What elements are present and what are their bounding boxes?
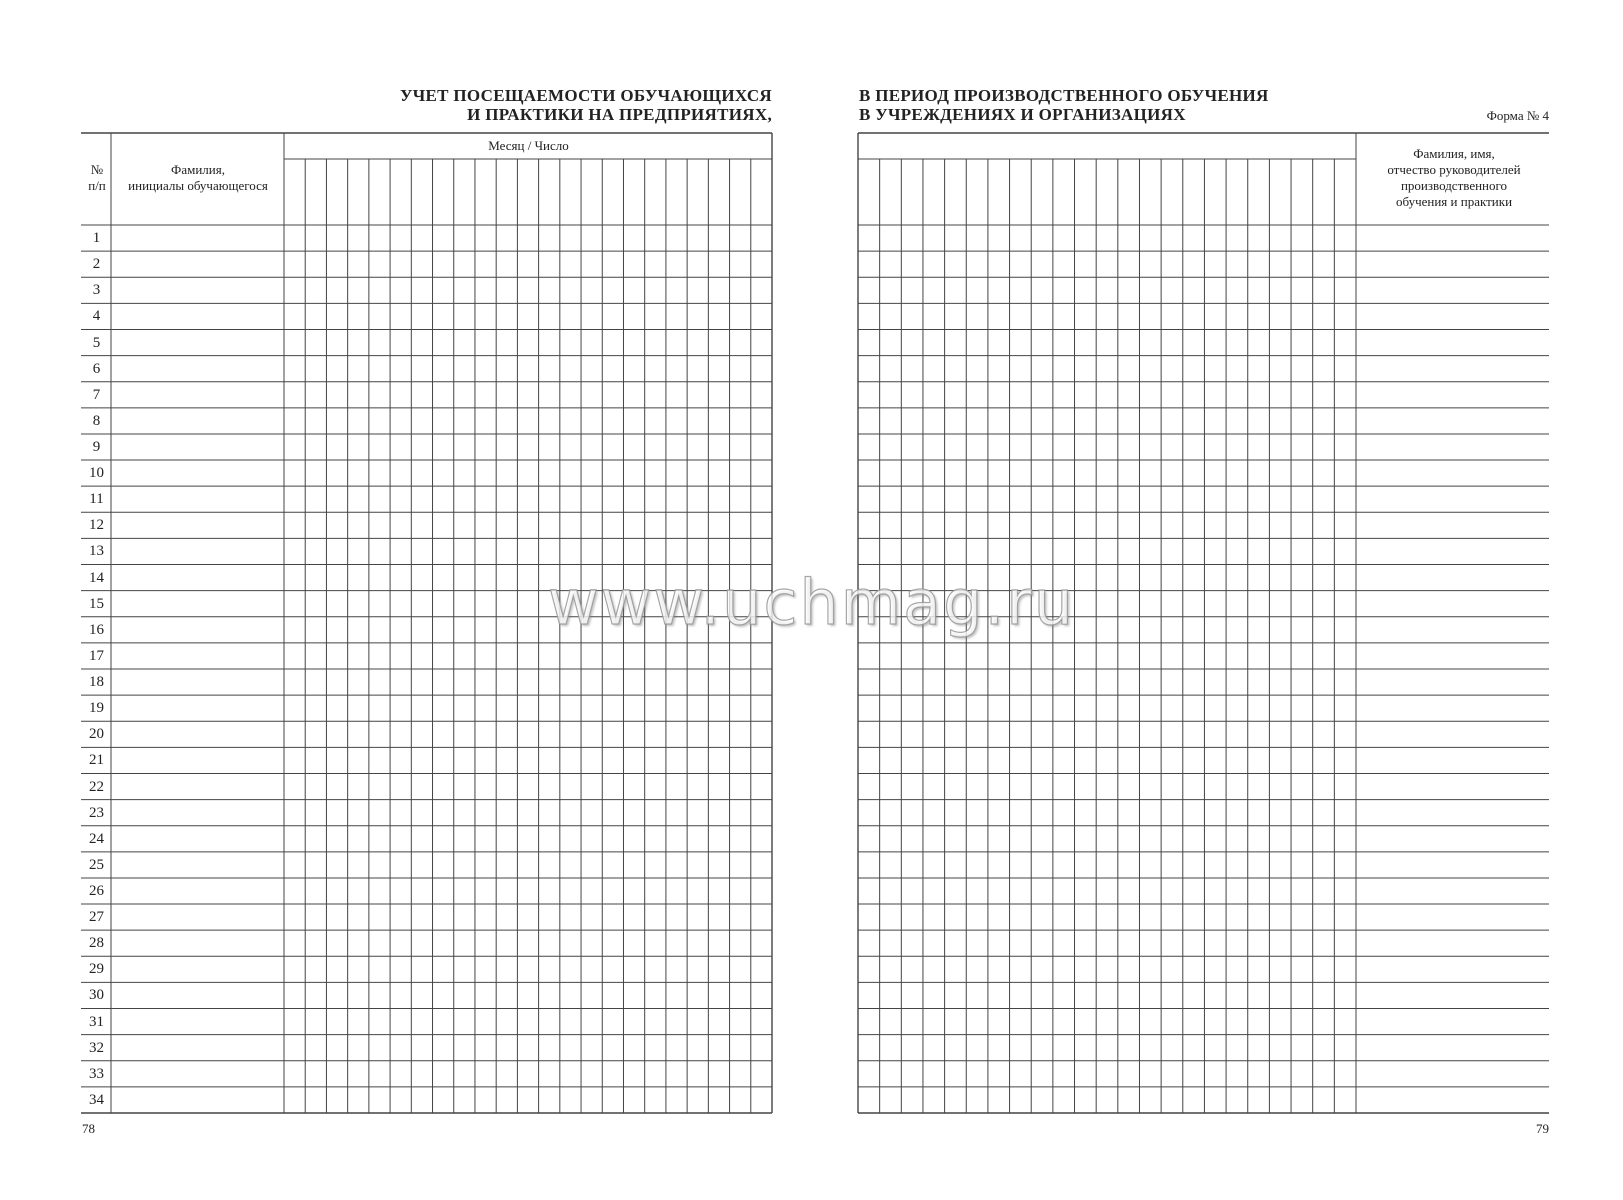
row-number: 20 — [89, 726, 104, 743]
page-number-left: 78 — [82, 1121, 95, 1136]
row-number: 30 — [89, 987, 104, 1004]
header-name-line-1: Фамилия, — [171, 162, 225, 177]
header-supervisor-line-1: Фамилия, имя, — [1413, 146, 1495, 161]
row-number: 21 — [89, 752, 104, 769]
title-left-line-1: УЧЕТ ПОСЕЩАЕМОСТИ ОБУЧАЮЩИХСЯ — [399, 86, 772, 105]
row-number: 16 — [89, 621, 104, 638]
header-supervisor-line-3: производственного — [1400, 178, 1508, 193]
row-number: 10 — [89, 465, 104, 482]
title-left — [400, 86, 772, 124]
row-number: 2 — [92, 256, 101, 273]
form-label: Форма № 4 — [1486, 108, 1549, 123]
row-number: 6 — [92, 360, 101, 377]
row-number: 12 — [89, 517, 104, 534]
title-right — [859, 86, 1269, 124]
header-supervisor — [1358, 146, 1550, 210]
header-number-line-2: п/п — [88, 178, 106, 193]
row-number: 26 — [89, 883, 104, 899]
watermark: www.uchmag.ru — [547, 566, 1076, 639]
title-right-line-1: В ПЕРИОД ПРОИЗВОДСТВЕННОГО ОБУЧЕНИЯ — [859, 86, 1269, 105]
row-number: 17 — [89, 647, 104, 664]
header-number-line-1: № — [90, 162, 104, 177]
row-number: 23 — [89, 804, 104, 821]
row-number: 34 — [89, 1091, 104, 1108]
row-number: 32 — [89, 1039, 104, 1056]
header-name-line-2: инициалы обучающегося — [128, 178, 268, 193]
row-number: 8 — [92, 412, 101, 429]
row-number: 1 — [92, 230, 101, 247]
page-number-right: 79 — [1536, 1121, 1549, 1136]
header-supervisor-line-2: отчество руководителей — [1387, 162, 1521, 177]
row-number: 24 — [89, 830, 104, 847]
row-number: 19 — [89, 700, 104, 717]
row-number: 28 — [89, 935, 104, 952]
row-number: 31 — [89, 1013, 104, 1030]
row-number: 7 — [92, 386, 101, 403]
header-number — [82, 162, 112, 194]
row-number: 29 — [89, 961, 104, 978]
row-number: 18 — [89, 674, 104, 691]
row-number: 4 — [92, 308, 101, 325]
row-number: 27 — [89, 909, 104, 926]
row-number: 13 — [89, 543, 104, 560]
row-number: 25 — [89, 856, 104, 873]
header-month-day: Месяц / Число — [488, 138, 569, 153]
header-name — [112, 162, 284, 194]
row-number: 9 — [92, 439, 101, 455]
row-number: 14 — [89, 569, 104, 586]
row-number: 5 — [92, 334, 101, 351]
title-right-line-2: В УЧРЕЖДЕНИЯХ И ОРГАНИЗАЦИЯХ — [859, 105, 1186, 124]
title-left-line-2: И ПРАКТИКИ НА ПРЕДПРИЯТИЯХ, — [467, 105, 772, 124]
row-number: 22 — [89, 778, 104, 795]
header-supervisor-line-4: обучения и практики — [1395, 194, 1513, 209]
row-number: 3 — [92, 282, 101, 299]
row-number: 33 — [89, 1065, 104, 1082]
row-number: 11 — [89, 491, 104, 508]
row-number: 15 — [89, 595, 104, 612]
